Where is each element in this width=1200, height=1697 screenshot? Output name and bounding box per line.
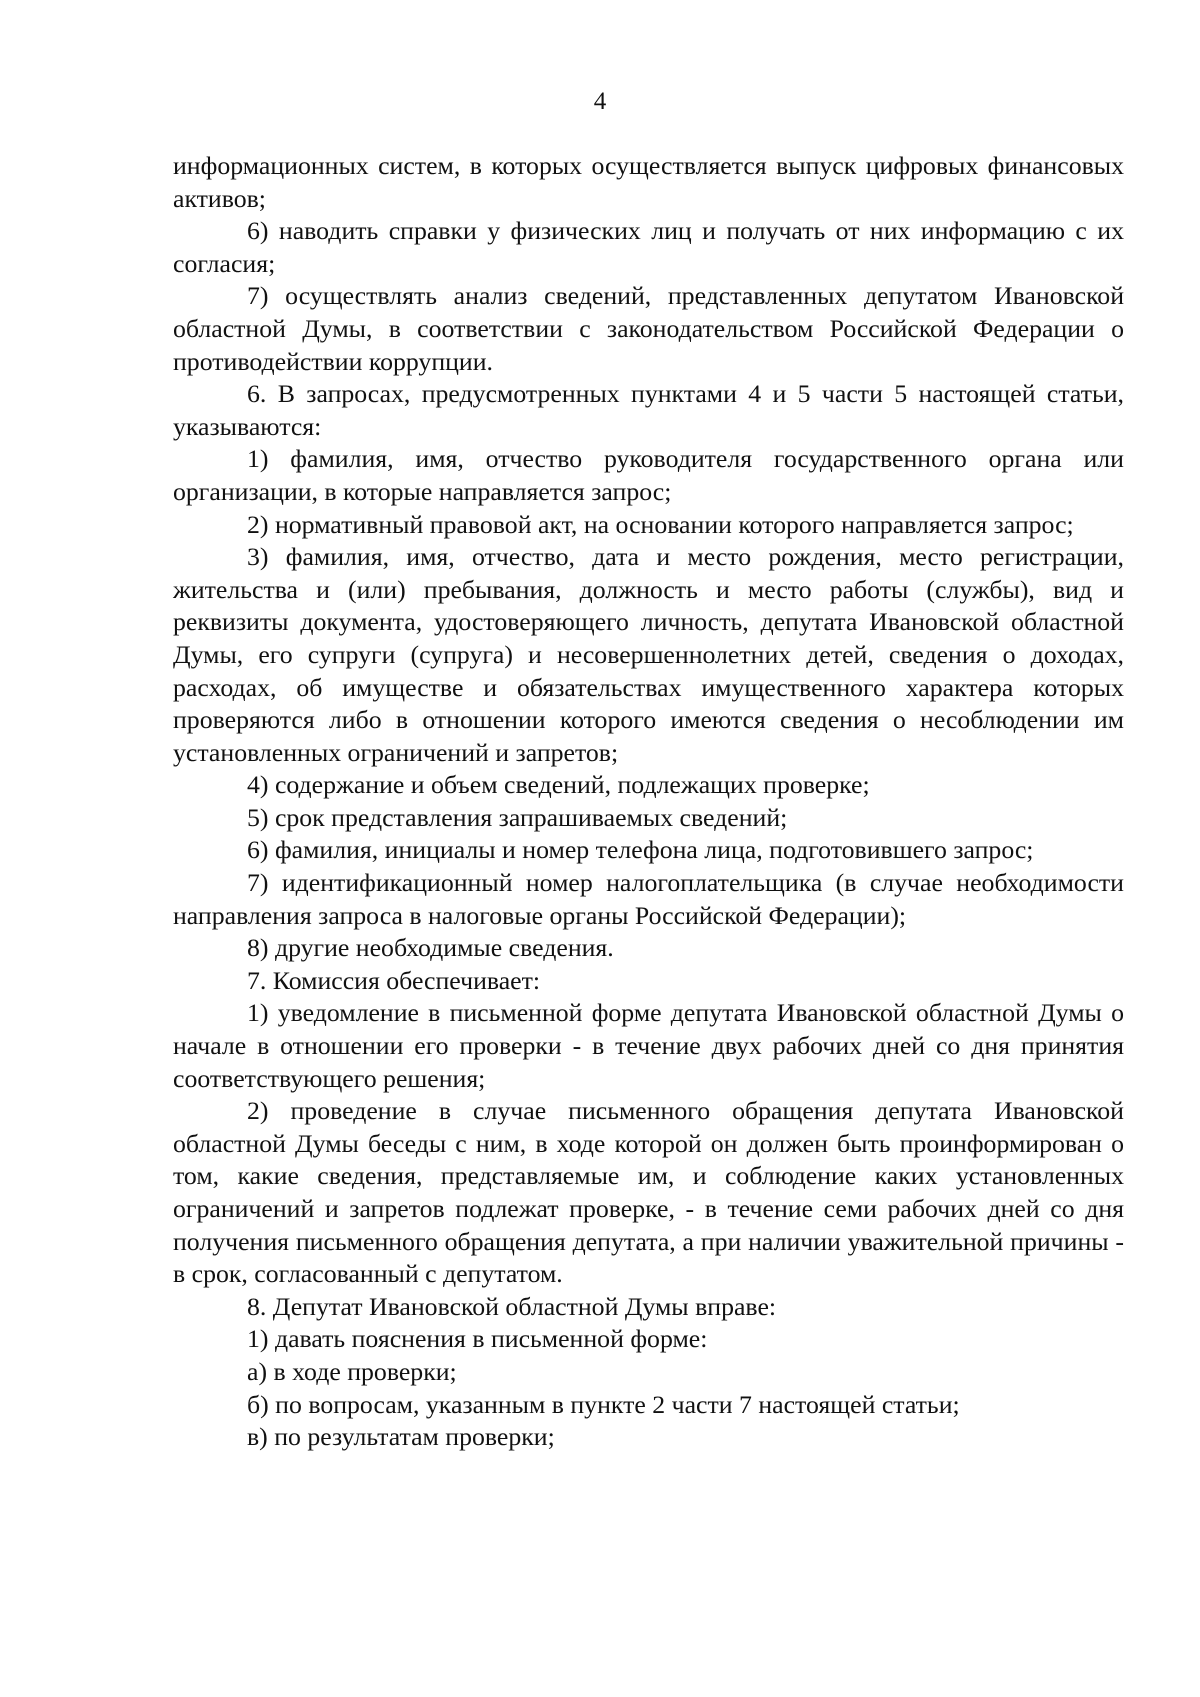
list-item-6-7: 7) идентификационный номер налогоплательщика (в случае необходимости направления запроса в налоговые органы Российской Федерации);	[173, 868, 1124, 930]
list-item-6-3: 3) фамилия, имя, отчество, дата и место рождения, место регистрации, жительства и (или) пребывания, должность и место работы (службы), вид и реквизиты документа, удостоверяющего личность, депутата Ивановской областной Думы, его супруги (супруга) и несовершеннолетних детей, сведения о доходах, расходах, об имуществе и обязательствах имущественного характера которых проверяются либо в отношении которого имеются сведения о несоблюдении им установленных ограничений и запретов;	[173, 542, 1124, 767]
list-item-5-7: 7) осуществлять анализ сведений, представленных депутатом Ивановской областной Думы, в соответствии с законодательством Российской Федерации о противодействии коррупции.	[173, 281, 1124, 376]
list-item-6-5: 5) срок представления запрашиваемых сведений;	[247, 802, 788, 832]
sub-item-v: в) по результатам проверки;	[247, 1422, 555, 1452]
list-item-8-1: 1) давать пояснения в письменной форме:	[247, 1324, 708, 1354]
sub-item-b: б) по вопросам, указанным в пункте 2 части 7 настоящей статьи;	[247, 1389, 960, 1419]
list-item-7-1: 1) уведомление в письменной форме депутата Ивановской областной Думы о начале в отношении его проверки - в течение двух рабочих дней со дня принятия соответствующего решения;	[173, 998, 1124, 1093]
list-item-7-2: 2) проведение в случае письменного обращения депутата Ивановской областной Думы беседы с ним, в ходе которой он должен быть проинформирован о том, какие сведения, представляемые им, и соблюдение каких установленных ограничений и запретов подлежат проверке, - в течение семи рабочих дней со дня получения письменного обращения депутата, а при наличии уважительной причины - в срок, согласованный с депутатом.	[173, 1096, 1124, 1289]
document-body	[173, 150, 1124, 1454]
clause-8: 8. Депутат Ивановской областной Думы вправе:	[247, 1291, 777, 1321]
list-item-6-8: 8) другие необходимые сведения.	[247, 933, 614, 963]
list-item-6-4: 4) содержание и объем сведений, подлежащих проверке;	[247, 770, 870, 800]
list-item-6-6: 6) фамилия, инициалы и номер телефона лица, подготовившего запрос;	[247, 835, 1034, 865]
list-item-6-1: 1) фамилия, имя, отчество руководителя государственного органа или организации, в которые направляется запрос;	[173, 444, 1124, 506]
list-item-6-2: 2) нормативный правовой акт, на основании которого направляется запрос;	[247, 509, 1074, 539]
paragraph-continuation: информационных систем, в которых осуществляется выпуск цифровых финансовых активов;	[173, 151, 1124, 213]
clause-7: 7. Комиссия обеспечивает:	[247, 965, 541, 995]
sub-item-a: а) в ходе проверки;	[247, 1356, 457, 1386]
list-item-5-6: 6) наводить справки у физических лиц и получать от них информацию с их согласия;	[173, 216, 1124, 278]
clause-6: 6. В запросах, предусмотренных пунктами 4 и 5 части 5 настоящей статьи, указываются:	[173, 379, 1124, 441]
page-number: 4	[593, 88, 607, 115]
